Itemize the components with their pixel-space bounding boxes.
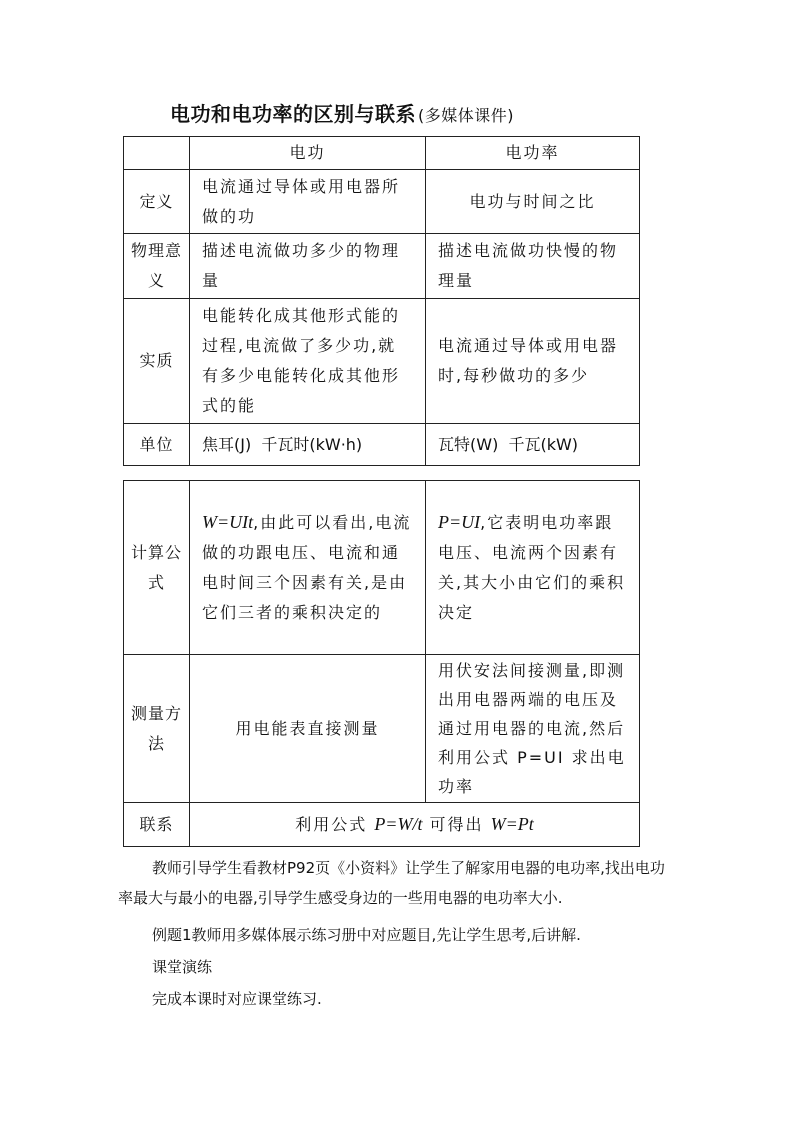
cell-work-meaning: 描述电流做功多少的物理量 [190,234,426,299]
cell-work-measurement: 用电能表直接测量 [190,655,426,803]
table-row [124,299,640,424]
cell-work-formula [190,481,426,655]
table-header-row [124,137,640,170]
cell-work-definition: 电流通过导体或用电器所做的功 [190,170,426,234]
cell-power-formula [426,481,640,655]
formula-work: W=UIt [202,512,254,532]
row-label-definition: 定义 [124,170,190,234]
table-row [124,170,640,234]
row-label-essence: 实质 [124,299,190,424]
relation-formula-1: P=W/t [374,814,423,834]
text-power-formula: ,它表明电功率跟电压、电流两个因素有关,其大小由它们的乘积决定 [438,513,626,622]
cell-power-unit: 瓦特(W) 千瓦(kW) [426,424,640,466]
paragraph-practice-heading: 课堂演练 [152,958,213,976]
header-work: 电功 [190,137,426,170]
comparison-table-bottom [123,480,640,847]
paragraph-practice: 完成本课时对应课堂练习. [152,990,322,1008]
cell-power-essence: 电流通过导体或用电器时,每秒做功的多少 [426,299,640,424]
row-label-unit: 单位 [124,424,190,466]
table-row [124,655,640,803]
text-work-formula: ,由此可以看出,电流做的功跟电压、电流和通电时间三个因素有关,是由它们三者的乘积决定的 [202,513,412,622]
title-main: 电功和电功率的区别与联系 [170,102,416,126]
row-label-meaning: 物理意义 [124,234,190,299]
row-label-relation: 联系 [124,803,190,847]
table-row [124,481,640,655]
table-row [124,234,640,299]
title-sub: (多媒体课件) [418,106,514,125]
cell-relation [190,803,640,847]
cell-work-unit: 焦耳(J) 千瓦时(kW·h) [190,424,426,466]
paragraph-example: 例题1教师用多媒体展示练习册中对应题目,先让学生思考,后讲解. [152,926,581,944]
relation-formula-2: W=Pt [490,814,534,834]
relation-text-pre: 利用公式 [295,815,375,834]
formula-power: P=UI [438,512,481,532]
table-row [124,803,640,847]
paragraph-guidance: 教师引导学生看教材P92页《小资料》让学生了解家用电器的电功率,找出电功率最大与最小的电器,引导学生感受身边的一些用电器的电功率大小. [118,859,665,907]
comparison-table-top [123,136,640,466]
page-title [170,98,514,127]
header-power: 电功率 [426,137,640,170]
header-empty-cell [124,137,190,170]
cell-power-measurement: 用伏安法间接测量,即测出用电器两端的电压及通过用电器的电流,然后利用公式 P=UI 求出电功率 [426,655,640,803]
cell-power-meaning: 描述电流做功快慢的物理量 [426,234,640,299]
relation-text-mid: 可得出 [422,815,491,834]
row-label-formula: 计算公式 [124,481,190,655]
cell-power-definition: 电功与时间之比 [426,170,640,234]
cell-work-essence: 电能转化成其他形式能的过程,电流做了多少功,就有多少电能转化成其他形式的能 [190,299,426,424]
row-label-measurement: 测量方法 [124,655,190,803]
table-row [124,424,640,466]
